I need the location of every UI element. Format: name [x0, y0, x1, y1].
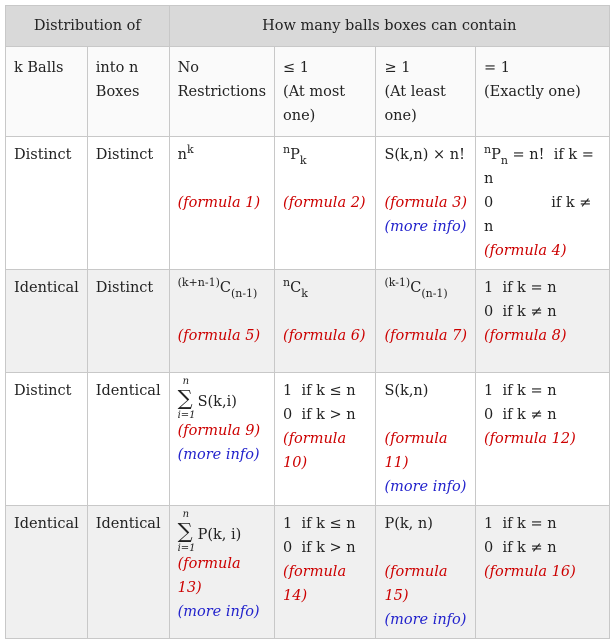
cell-at-least-one: [376, 506, 476, 639]
expression: 1 if k = n: [483, 280, 557, 296]
cell-at-most-one: [275, 270, 376, 373]
balls-boxes-table: [5, 5, 610, 639]
subheader-k-balls: k Balls: [6, 47, 88, 137]
formula-link[interactable]: (formula 12): [483, 431, 576, 447]
cell-exactly-one: [475, 506, 609, 639]
cell-no-restrictions: [169, 373, 274, 506]
subheader-row: [6, 47, 610, 137]
cell-at-most-one: [275, 506, 376, 639]
summation: n ∑ i=1 P(k, i): [177, 509, 242, 554]
more-info-link[interactable]: (more info): [384, 219, 467, 235]
balls-type: Distinct: [6, 137, 88, 270]
formula-link[interactable]: (formula 9): [177, 423, 261, 439]
expression: 1 if k ≤ n: [283, 383, 356, 399]
formula-link[interactable]: (formula 3): [384, 195, 467, 211]
cell-at-most-one: [275, 373, 376, 506]
expression: 1 if k = n: [483, 383, 557, 399]
expression: 0 if k ≠ n: [483, 407, 557, 423]
formula-link[interactable]: (formula 2): [283, 195, 366, 211]
expression: S(k,n) × n!: [384, 147, 465, 163]
cell-at-least-one: [376, 373, 476, 506]
table-row: [6, 506, 610, 639]
formula-link[interactable]: (formula 4): [483, 243, 567, 259]
boxes-type: Distinct: [87, 137, 169, 270]
expression: 0 if k ≠ n: [483, 304, 557, 320]
boxes-type: Identical: [87, 373, 169, 506]
expression: 0 if k > n: [283, 540, 356, 556]
formula-link[interactable]: (formula 16): [483, 564, 576, 580]
formula-link[interactable]: (formula 6): [283, 328, 366, 344]
boxes-type: Identical: [87, 506, 169, 639]
more-info-link[interactable]: (more info): [177, 447, 260, 463]
cell-no-restrictions: [169, 137, 274, 270]
boxes-type: Distinct: [87, 270, 169, 373]
more-info-link[interactable]: (more info): [384, 479, 467, 495]
subheader-at-most-one: ≤ 1 (At most one): [275, 47, 376, 137]
table-row: [6, 373, 610, 506]
expression: $^nP_n = n$! if k = n: [483, 143, 594, 187]
header-capacity: How many balls boxes can contain: [169, 6, 609, 47]
cell-exactly-one: [475, 137, 609, 270]
balls-type: Identical: [6, 506, 88, 639]
formula-link[interactable]: (formula 13): [177, 556, 241, 596]
subheader-exactly-one: = 1 (Exactly one): [475, 47, 609, 137]
table-row: [6, 270, 610, 373]
expression: $n^k$: [177, 143, 194, 163]
formula-link[interactable]: (formula 5): [177, 328, 261, 344]
expression: P(k, n): [384, 516, 433, 532]
expression: 1 if k = n: [483, 516, 557, 532]
sigma-icon: n ∑ i=1: [177, 376, 196, 421]
cell-no-restrictions: [169, 506, 274, 639]
expression: $^nC_k$: [283, 276, 308, 300]
balls-type: Identical: [6, 270, 88, 373]
expression: 0 if k ≠ n: [483, 540, 557, 556]
subheader-n-boxes: into n Boxes: [87, 47, 169, 137]
expression: $^nP_k$: [283, 143, 307, 167]
formula-link[interactable]: (formula 7): [384, 328, 467, 344]
formula-link[interactable]: (formula 8): [483, 328, 567, 344]
subheader-at-least-one: ≥ 1 (At least one): [376, 47, 476, 137]
subheader-no-restrictions: No Restrictions: [169, 47, 274, 137]
header-row: [6, 6, 610, 47]
formula-link[interactable]: (formula 15): [384, 564, 448, 604]
more-info-link[interactable]: (more info): [177, 604, 260, 620]
expression: 0 if k > n: [283, 407, 356, 423]
expression: 1 if k ≤ n: [283, 516, 356, 532]
header-distribution: Distribution of: [6, 6, 170, 47]
sigma-icon: n ∑ i=1: [177, 509, 196, 554]
cell-exactly-one: [475, 270, 609, 373]
formula-link[interactable]: (formula 14): [283, 564, 347, 604]
expression: $^{(k-1)}C_{(n-1)}$: [384, 276, 448, 300]
balls-type: Distinct: [6, 373, 88, 506]
cell-at-least-one: [376, 270, 476, 373]
formula-link[interactable]: (formula 1): [177, 195, 261, 211]
expression: 0 if k ≠ n: [483, 195, 592, 235]
cell-no-restrictions: [169, 270, 274, 373]
cell-at-least-one: [376, 137, 476, 270]
expression: S(k,n): [384, 383, 429, 399]
expression: $^{(k+n-1)}C_{(n-1)}$: [177, 276, 258, 300]
more-info-link[interactable]: (more info): [384, 612, 467, 628]
formula-link[interactable]: (formula 11): [384, 431, 448, 471]
table-row: [6, 137, 610, 270]
summation: n ∑ i=1 S(k,i): [177, 376, 237, 421]
cell-exactly-one: [475, 373, 609, 506]
cell-at-most-one: [275, 137, 376, 270]
formula-link[interactable]: (formula 10): [283, 431, 347, 471]
